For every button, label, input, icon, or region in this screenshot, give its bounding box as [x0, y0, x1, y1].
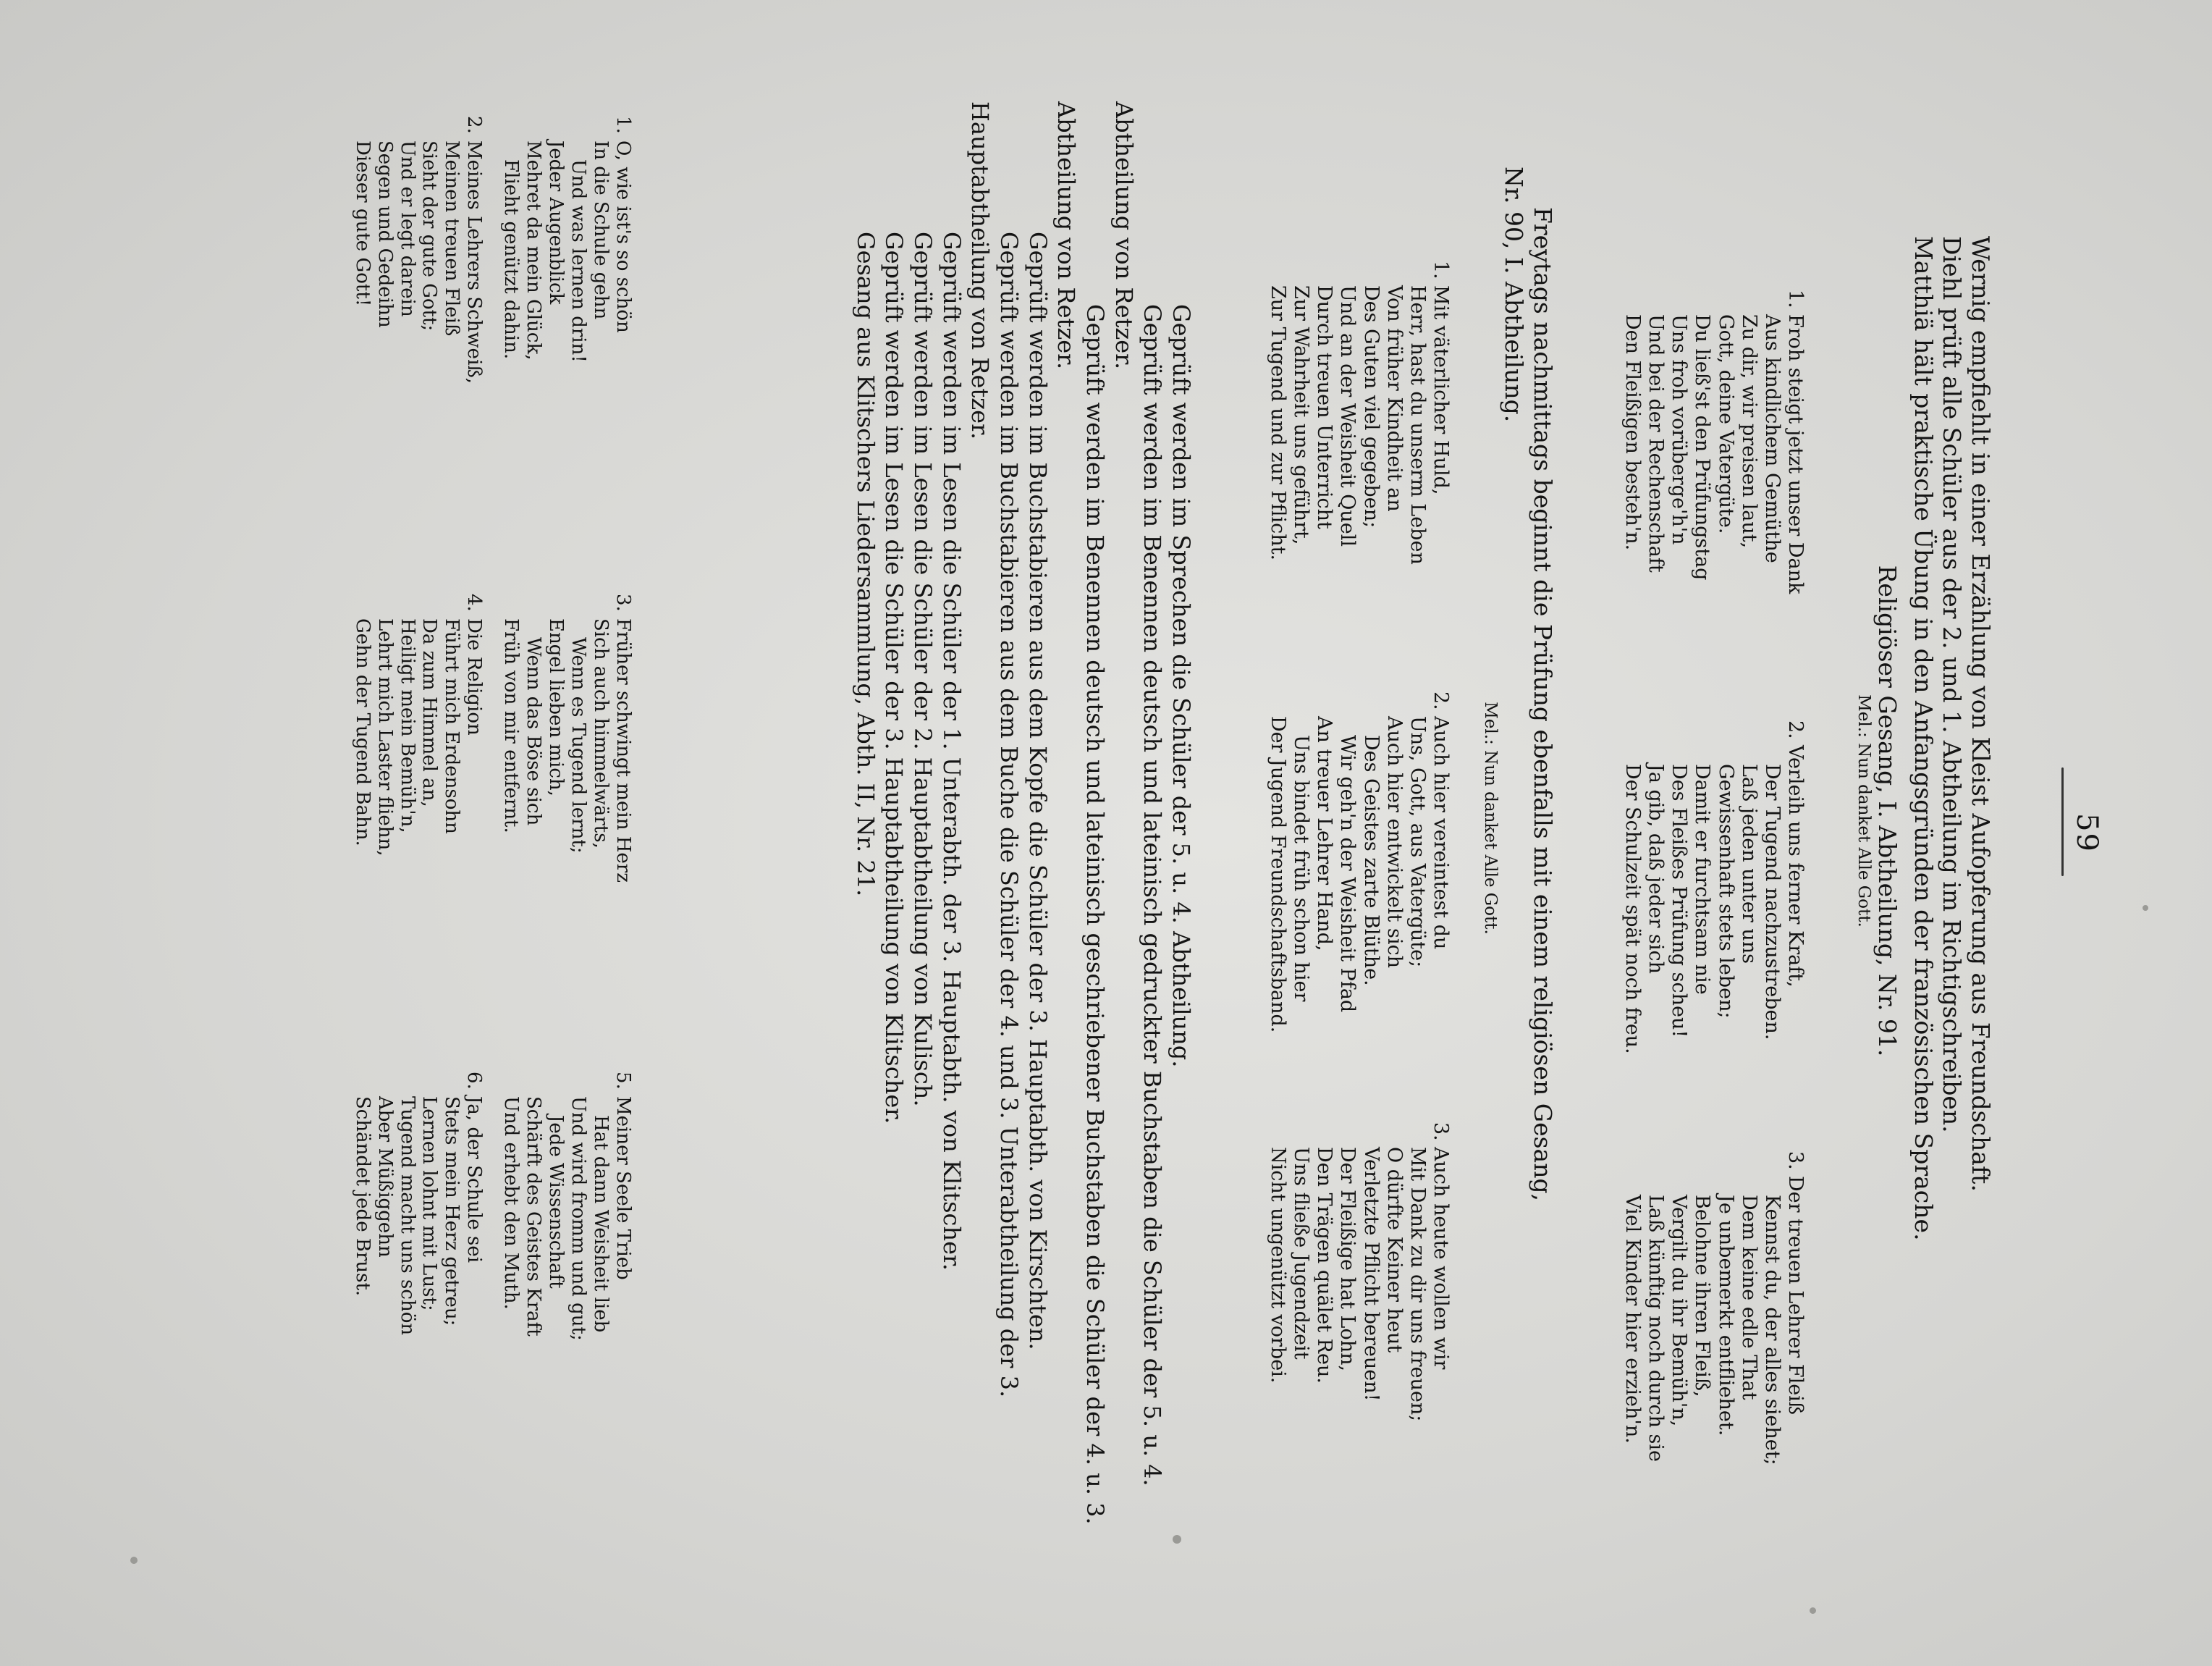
- verse-number: 3.: [612, 594, 634, 612]
- verse-line: Dieser gute Gott!: [351, 140, 373, 307]
- verse-line: Früher schwingt mein Herz: [612, 618, 634, 883]
- verse-line: Durch treuen Unterricht: [1313, 285, 1336, 529]
- verse-number: 6.: [463, 1072, 486, 1090]
- verse: [499, 116, 634, 521]
- song3-verses: [337, 116, 634, 1477]
- verse: [1621, 290, 1807, 695]
- verse-line: Verletzte Pflicht bereuen!: [1359, 1147, 1382, 1402]
- exam-line: Geprüft werden im Lesen die Schüler der 3. Hauptabtheilung von Klitscher.: [880, 232, 908, 1124]
- verse-line: Damit er furchtsam nie: [1691, 764, 1714, 995]
- verse-line: Zur Wahrheit uns geführt,: [1290, 285, 1313, 545]
- verse-number: 2.: [463, 116, 486, 134]
- verse: [1621, 1151, 1807, 1557]
- afternoon-block: [1479, 167, 1557, 1470]
- verse-line: Gewissenhaft stets leben;: [1714, 764, 1737, 1019]
- page-number-rule: [2061, 767, 2064, 876]
- verse-line: Wir geh'n der Weisheit Pfad: [1336, 735, 1359, 1013]
- verse-line: Stets mein Herz getreu;: [441, 1096, 463, 1326]
- verse-line: Nicht ungenützt vorbei.: [1267, 1147, 1290, 1384]
- verse-line: Und wird fromm und gut;: [567, 1096, 590, 1341]
- verse-line: Jede Wissenschaft: [545, 1115, 567, 1289]
- verse-line: Froh steigt jetzt unser Dank: [1784, 314, 1807, 594]
- verse-line: An treuer Lehrer Hand,: [1313, 716, 1336, 951]
- verse-line: Zu dir, wir preisen laut,: [1737, 314, 1760, 549]
- verse-line: Die Religion: [463, 618, 486, 736]
- verse: [499, 1072, 634, 1477]
- verse-line: Mehret da mein Glück,: [523, 140, 545, 361]
- verse-line: Und bei der Rechenschaft: [1645, 314, 1668, 573]
- verse: [351, 1072, 486, 1477]
- exam-line: Geprüft werden im Benennen deutsch und lateinisch geschriebener Buchstaben die Schüler der 4. u. 3. Abtheilung von Retzer.: [1052, 101, 1109, 1525]
- verse-line: Aber Müßiggehn: [373, 1096, 396, 1258]
- exam-line: Geprüft werden im Lesen die Schüler der 2. Hauptabtheilung von Kulisch.: [908, 232, 937, 1107]
- verse-line: Schärft des Geistes Kraft: [523, 1096, 545, 1337]
- verse-line: Der Schulzeit spät noch freu.: [1621, 764, 1645, 1054]
- afternoon-line: Freytags nachmittags beginnt die Prüfung ebenfalls mit einem religiösen Gesang,: [1529, 207, 1557, 1202]
- verse-line: Dem keine edle That: [1737, 1195, 1760, 1400]
- verse-line: Mit väterlicher Huld,: [1430, 285, 1452, 495]
- verse: [1266, 691, 1452, 1097]
- hymn2-melody: Mel.: Nun danket Alle Gott.: [1480, 702, 1500, 935]
- verse-line: Gott, deine Vatergüte.: [1714, 314, 1737, 534]
- verse: [1621, 720, 1807, 1126]
- verse-line: Belohne ihren Fleiß,: [1691, 1195, 1714, 1397]
- verse-number: 3.: [1784, 1151, 1807, 1170]
- verse-number: 1.: [1430, 261, 1452, 279]
- verse-line: Viel Kinder hier erzieh'n.: [1621, 1195, 1645, 1444]
- exam-line: Geprüft werden im Buchstabieren aus dem Kopfe die Schüler der 3. Hauptabth. von Kirschten.: [1023, 232, 1052, 1350]
- verse-line: Meinen treuen Fleiß: [441, 140, 463, 337]
- verse-line: Früh von mir entfernt.: [500, 618, 523, 833]
- verse-line: Vergilt du ihr Bemüh'n,: [1668, 1195, 1691, 1427]
- verse-line: Und an der Weisheit Quell: [1336, 285, 1359, 547]
- verse-number: 4.: [463, 594, 486, 612]
- intro-line: Wernig empfiehlt in einer Erzählung von Kleist Aufopferung aus Freundschaft.: [1967, 236, 1995, 1192]
- verse-number: 2.: [1430, 691, 1452, 710]
- verse-line: Flieht genützt dahin.: [500, 159, 523, 360]
- verse-line: Je unbemerkt entfliehet.: [1714, 1195, 1737, 1436]
- scan-speck: [1810, 1607, 1816, 1614]
- verse-line: Des Fleißes Prüfung scheu!: [1668, 764, 1691, 1038]
- hymn1-verses: [1606, 290, 1807, 1557]
- verse-line: Engel lieben mich,: [545, 618, 567, 796]
- verse-number: 1.: [612, 116, 634, 134]
- verse-line: Uns froh vorüberge'h'n: [1668, 314, 1691, 545]
- verse-line: O, wie ist's so schön: [612, 140, 634, 333]
- verse: [351, 594, 486, 999]
- intro-line: Matthiä hält praktische Übung in den Anfangsgründen der französischen Sprache.: [1909, 236, 1938, 1241]
- verse-line: Wenn das Böse sich: [523, 637, 545, 826]
- verse-line: Und erhebt den Muth.: [500, 1096, 523, 1310]
- verse-line: Auch hier entwickelt sich: [1382, 716, 1406, 968]
- song3-column: [337, 116, 634, 521]
- verse-line: Segen und Gedeihn: [373, 140, 396, 328]
- song3-column: [337, 1072, 634, 1477]
- verse-line: Laß jeden unter uns: [1737, 764, 1760, 964]
- verse-line: Uns, Gott, aus Vatergüte;: [1406, 716, 1429, 968]
- exam-line: Geprüft werden im Lesen die Schüler der 1. Unterabth. der 3. Hauptabth. von Klitscher.: [937, 232, 966, 1271]
- verse-line: Wenn es Tugend lernt;: [567, 637, 590, 854]
- afternoon-line: Nr. 90, I. Abtheilung.: [1500, 167, 1529, 423]
- exam-block: [850, 101, 1195, 1557]
- verse-line: Des Geistes zarte Blüthe.: [1359, 735, 1382, 986]
- verse: [351, 116, 486, 521]
- verse-number: 3.: [1430, 1122, 1452, 1141]
- verse-line: Ja, der Schule sei: [463, 1096, 486, 1263]
- verse-line: Verleih uns ferner Kraft,: [1784, 745, 1807, 988]
- scan-speck: [130, 1557, 138, 1564]
- verse-line: Sieht der gute Gott;: [418, 140, 441, 332]
- verse-line: Auch heute wollen wir: [1430, 1147, 1452, 1370]
- verse-line: Führt mich Erdensohn: [441, 618, 463, 834]
- verse-line: Meiner Seele Trieb: [612, 1096, 634, 1280]
- exam-line: Geprüft werden im Sprechen die Schüler der 5. u. 4. Abtheilung.: [1168, 304, 1195, 1068]
- page-number: 59: [2070, 813, 2103, 853]
- verse-line: Lehrt mich Laster fliehn,: [373, 618, 396, 857]
- verse-line: Den Trägen quälet Reu.: [1313, 1147, 1336, 1384]
- verse-line: Der Jugend Freundschaftsband.: [1267, 716, 1290, 1033]
- verse-line: In die Schule gehn: [590, 140, 612, 320]
- verse-line: Da zum Himmel an,: [418, 618, 441, 807]
- verse-line: Heiligt mein Bemüh'n,: [396, 618, 418, 833]
- verse-line: Herr, hast du unserm Leben: [1406, 285, 1429, 565]
- exam-line: Gesang aus Klitschers Liedersammlung, Abth. II, Nr. 21.: [851, 232, 879, 897]
- intro-block: [1853, 195, 1995, 1426]
- verse-line: Lernen lohnt mit Lust;: [418, 1096, 441, 1311]
- verse-line: Laß künftig noch durch sie: [1645, 1195, 1668, 1463]
- verse-line: Auch hier vereintest du: [1430, 716, 1452, 950]
- verse-line: Tugend macht uns schön: [396, 1096, 418, 1336]
- verse-line: Kennst du, der alles siehet;: [1760, 1195, 1783, 1465]
- hymn2-verses: [1251, 261, 1452, 1528]
- verse-line: Du ließ'st den Prüfungstag: [1691, 314, 1714, 581]
- scan-speck: [1173, 1535, 1181, 1544]
- verse-line: Ja gib, daß jeder sich: [1645, 764, 1668, 974]
- hymn1-melody: Mel.: Nun danket Alle Gott.: [1854, 694, 1873, 927]
- exam-line: Geprüft werden im Buchstabieren aus dem Buche die Schüler der 4. und 3. Unterabtheilung der 3. Hauptabtheilung von Retzer.: [966, 101, 1023, 1398]
- verse-line: Hat dann Weisheit lieb: [590, 1115, 612, 1333]
- verse-number: 2.: [1784, 720, 1807, 739]
- hymn1-title: Religiöser Gesang, I. Abtheilung, Nr. 91.: [1873, 565, 1902, 1057]
- exam-line: Geprüft werden im Benennen deutsch und lateinisch gedruckter Buchstaben die Schüler der 5. u. 4. Abtheilung von Retzer.: [1110, 101, 1167, 1486]
- verse-line: Uns fließe Jugendzeit: [1290, 1147, 1313, 1360]
- verse: [1266, 261, 1452, 666]
- verse-line: Den Fleißigen besteh'n.: [1621, 314, 1645, 551]
- verse-line: Von früher Kindheit an: [1382, 285, 1406, 512]
- verse-number: 5.: [612, 1072, 634, 1090]
- verse-line: Sich auch himmelwärts,: [590, 618, 612, 849]
- verse-line: Und er legt darein: [396, 140, 418, 317]
- intro-line: Diehl prüft alle Schüler aus der 2. und 1. Abtheilung im Richtigschreiben.: [1938, 236, 1967, 1133]
- verse-line: Der Fleißige hat Lohn,: [1336, 1147, 1359, 1372]
- verse-line: Aus kindlichem Gemüthe: [1760, 314, 1783, 563]
- verse: [499, 594, 634, 999]
- verse: [1266, 1122, 1452, 1528]
- verse-line: Gehn der Tugend Bahn.: [351, 618, 373, 846]
- verse-line: Jeder Augenblick: [545, 140, 567, 305]
- verse-line: O dürfte Keiner heut: [1382, 1147, 1406, 1353]
- scan-speck: [2143, 905, 2148, 911]
- verse-number: 1.: [1784, 290, 1807, 308]
- verse-line: Zur Tugend und zur Pflicht.: [1267, 285, 1290, 561]
- verse-line: Uns bindet früh schon hier: [1290, 735, 1313, 1002]
- song3-column: [337, 594, 634, 999]
- verse-line: Schändet jede Brust.: [351, 1096, 373, 1297]
- verse-line: Mit Dank zu dir uns freuen;: [1406, 1147, 1429, 1422]
- verse-line: Der treuen Lehrer Fleiß: [1784, 1176, 1807, 1415]
- verse-line: Der Tugend nachzustreben.: [1760, 764, 1783, 1040]
- verse-line: Des Guten viel gegeben;: [1359, 285, 1382, 529]
- verse-line: Und was lernen drin!: [567, 159, 590, 363]
- verse-line: Meines Lehrers Schweiß,: [463, 140, 486, 384]
